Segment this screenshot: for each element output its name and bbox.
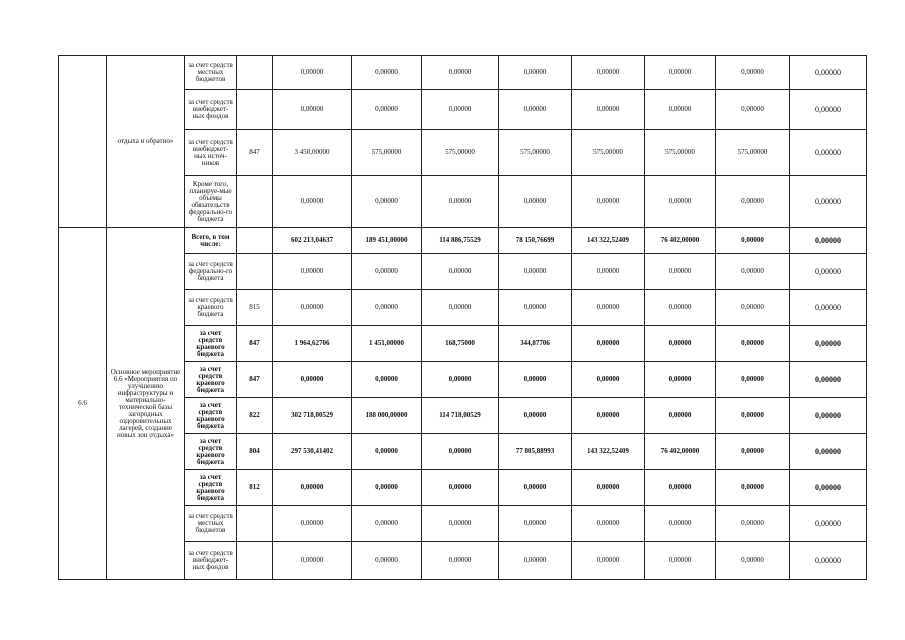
amount-cell: 0,00000 <box>790 130 867 176</box>
amount-cell: 0,00000 <box>572 176 645 228</box>
amount-cell: 1 451,00000 <box>352 326 422 362</box>
amount-cell: 0,00000 <box>499 398 572 434</box>
budget-code-cell <box>237 228 273 254</box>
funding-source-cell: за счет средств местных бюджетов <box>185 56 237 90</box>
table-body <box>59 56 867 580</box>
amount-cell: 0,00000 <box>572 326 645 362</box>
amount-cell: 0,00000 <box>273 290 352 326</box>
funding-source-cell: за счет средств краевого бюджета <box>185 434 237 470</box>
amount-cell: 575,00000 <box>352 130 422 176</box>
amount-cell: 602 213,04637 <box>273 228 352 254</box>
amount-cell: 0,00000 <box>273 90 352 130</box>
amount-cell: 0,00000 <box>352 362 422 398</box>
amount-cell: 0,00000 <box>790 56 867 90</box>
amount-cell: 0,00000 <box>716 398 790 434</box>
amount-cell: 0,00000 <box>499 56 572 90</box>
amount-cell: 0,00000 <box>572 56 645 90</box>
amount-cell: 0,00000 <box>716 56 790 90</box>
table-row <box>59 56 867 90</box>
amount-cell: 0,00000 <box>572 542 645 580</box>
amount-cell: 0,00000 <box>352 56 422 90</box>
amount-cell: 575,00000 <box>645 130 716 176</box>
amount-cell: 0,00000 <box>790 254 867 290</box>
table-row <box>59 228 867 254</box>
amount-cell: 0,00000 <box>352 506 422 542</box>
amount-cell: 0,00000 <box>422 90 499 130</box>
funding-source-cell: за счет средств краевого бюджета <box>185 326 237 362</box>
amount-cell: 344,87706 <box>499 326 572 362</box>
amount-cell: 0,00000 <box>790 398 867 434</box>
amount-cell: 168,75000 <box>422 326 499 362</box>
amount-cell: 0,00000 <box>716 228 790 254</box>
amount-cell: 143 322,52409 <box>572 434 645 470</box>
funding-source-cell: за счет средств краевого бюджета <box>185 290 237 326</box>
amount-cell: 77 805,88993 <box>499 434 572 470</box>
funding-source-cell: за счет средств местных бюджетов <box>185 506 237 542</box>
budget-table <box>58 55 867 580</box>
amount-cell: 0,00000 <box>273 176 352 228</box>
amount-cell: 0,00000 <box>499 470 572 506</box>
amount-cell: 0,00000 <box>422 362 499 398</box>
item-number-cell <box>59 56 107 228</box>
funding-source-cell: Всего, в том числе: <box>185 228 237 254</box>
amount-cell: 0,00000 <box>273 362 352 398</box>
amount-cell: 0,00000 <box>499 542 572 580</box>
amount-cell: 0,00000 <box>790 362 867 398</box>
amount-cell: 114 886,75529 <box>422 228 499 254</box>
amount-cell: 0,00000 <box>716 542 790 580</box>
funding-source-cell: за счет средств внебюджет-ных фондов <box>185 542 237 580</box>
amount-cell: 0,00000 <box>645 506 716 542</box>
amount-cell: 3 450,00000 <box>273 130 352 176</box>
amount-cell: 0,00000 <box>422 56 499 90</box>
amount-cell: 0,00000 <box>790 542 867 580</box>
amount-cell: 297 530,41402 <box>273 434 352 470</box>
funding-source-cell: за счет средств внебюджет-ных источ-ников <box>185 130 237 176</box>
amount-cell: 0,00000 <box>499 290 572 326</box>
amount-cell: 0,00000 <box>645 56 716 90</box>
amount-cell: 0,00000 <box>572 362 645 398</box>
amount-cell: 0,00000 <box>352 90 422 130</box>
amount-cell: 0,00000 <box>790 434 867 470</box>
budget-code-cell: 847 <box>237 130 273 176</box>
amount-cell: 0,00000 <box>645 470 716 506</box>
amount-cell: 0,00000 <box>499 506 572 542</box>
amount-cell: 0,00000 <box>645 90 716 130</box>
amount-cell: 0,00000 <box>790 506 867 542</box>
budget-code-cell <box>237 254 273 290</box>
amount-cell: 0,00000 <box>645 362 716 398</box>
budget-code-cell: 822 <box>237 398 273 434</box>
amount-cell: 0,00000 <box>716 506 790 542</box>
funding-source-cell: за счет средств федерально-го бюджета <box>185 254 237 290</box>
amount-cell: 0,00000 <box>352 470 422 506</box>
amount-cell: 76 402,00000 <box>645 434 716 470</box>
amount-cell: 0,00000 <box>572 506 645 542</box>
amount-cell: 0,00000 <box>572 398 645 434</box>
amount-cell: 0,00000 <box>273 542 352 580</box>
amount-cell: 0,00000 <box>790 90 867 130</box>
amount-cell: 0,00000 <box>422 254 499 290</box>
budget-code-cell: 847 <box>237 362 273 398</box>
amount-cell: 1 964,62706 <box>273 326 352 362</box>
amount-cell: 575,00000 <box>572 130 645 176</box>
amount-cell: 0,00000 <box>645 326 716 362</box>
amount-cell: 189 451,00000 <box>352 228 422 254</box>
budget-code-cell <box>237 90 273 130</box>
amount-cell: 0,00000 <box>645 290 716 326</box>
amount-cell: 76 402,00000 <box>645 228 716 254</box>
funding-source-cell: за счет средств внебюджет-ных фондов <box>185 90 237 130</box>
amount-cell: 0,00000 <box>273 506 352 542</box>
amount-cell: 0,00000 <box>716 290 790 326</box>
amount-cell: 0,00000 <box>645 176 716 228</box>
amount-cell: 302 718,00529 <box>273 398 352 434</box>
budget-code-cell <box>237 176 273 228</box>
budget-code-cell: 804 <box>237 434 273 470</box>
amount-cell: 0,00000 <box>352 290 422 326</box>
amount-cell: 0,00000 <box>790 326 867 362</box>
budget-code-cell <box>237 542 273 580</box>
funding-source-cell: Кроме того, планируе-мые объемы обязательств федерально-го бюджета <box>185 176 237 228</box>
amount-cell: 114 718,00529 <box>422 398 499 434</box>
amount-cell: 0,00000 <box>499 176 572 228</box>
funding-source-cell: за счет средств краевого бюджета <box>185 362 237 398</box>
amount-cell: 0,00000 <box>716 254 790 290</box>
amount-cell: 0,00000 <box>716 434 790 470</box>
amount-cell: 0,00000 <box>716 362 790 398</box>
item-name-cell: отдыха и обратно» <box>107 56 185 228</box>
amount-cell: 0,00000 <box>422 470 499 506</box>
budget-code-cell: 812 <box>237 470 273 506</box>
amount-cell: 0,00000 <box>790 228 867 254</box>
amount-cell: 0,00000 <box>352 254 422 290</box>
budget-code-cell: 847 <box>237 326 273 362</box>
amount-cell: 188 000,00000 <box>352 398 422 434</box>
amount-cell: 0,00000 <box>422 176 499 228</box>
amount-cell: 0,00000 <box>716 176 790 228</box>
funding-source-cell: за счет средств краевого бюджета <box>185 398 237 434</box>
amount-cell: 0,00000 <box>499 254 572 290</box>
budget-code-cell <box>237 506 273 542</box>
funding-source-cell: за счет средств краевого бюджета <box>185 470 237 506</box>
amount-cell: 0,00000 <box>645 254 716 290</box>
item-name-cell: Основное мероприятие 6.6 «Мероприятия по улучшению инфраструктуры и материально-технической базы загородных оздоровительных лагерей, создание новых зон отдыха» <box>107 228 185 580</box>
amount-cell: 0,00000 <box>716 326 790 362</box>
amount-cell: 0,00000 <box>422 542 499 580</box>
amount-cell: 0,00000 <box>572 470 645 506</box>
amount-cell: 0,00000 <box>273 470 352 506</box>
amount-cell: 78 150,76699 <box>499 228 572 254</box>
amount-cell: 0,00000 <box>790 290 867 326</box>
budget-code-cell <box>237 56 273 90</box>
amount-cell: 0,00000 <box>422 434 499 470</box>
amount-cell: 0,00000 <box>572 290 645 326</box>
amount-cell: 0,00000 <box>716 90 790 130</box>
amount-cell: 0,00000 <box>790 470 867 506</box>
amount-cell: 0,00000 <box>273 56 352 90</box>
amount-cell: 575,00000 <box>716 130 790 176</box>
amount-cell: 575,00000 <box>499 130 572 176</box>
amount-cell: 0,00000 <box>572 90 645 130</box>
amount-cell: 0,00000 <box>645 542 716 580</box>
amount-cell: 0,00000 <box>422 290 499 326</box>
amount-cell: 0,00000 <box>352 176 422 228</box>
amount-cell: 143 322,52409 <box>572 228 645 254</box>
amount-cell: 0,00000 <box>645 398 716 434</box>
budget-code-cell: 815 <box>237 290 273 326</box>
amount-cell: 0,00000 <box>716 470 790 506</box>
amount-cell: 0,00000 <box>422 506 499 542</box>
amount-cell: 0,00000 <box>790 176 867 228</box>
amount-cell: 0,00000 <box>352 434 422 470</box>
amount-cell: 0,00000 <box>273 254 352 290</box>
amount-cell: 0,00000 <box>499 90 572 130</box>
item-number-cell: 6.6 <box>59 228 107 580</box>
amount-cell: 0,00000 <box>499 362 572 398</box>
amount-cell: 575,00000 <box>422 130 499 176</box>
amount-cell: 0,00000 <box>352 542 422 580</box>
amount-cell: 0,00000 <box>572 254 645 290</box>
